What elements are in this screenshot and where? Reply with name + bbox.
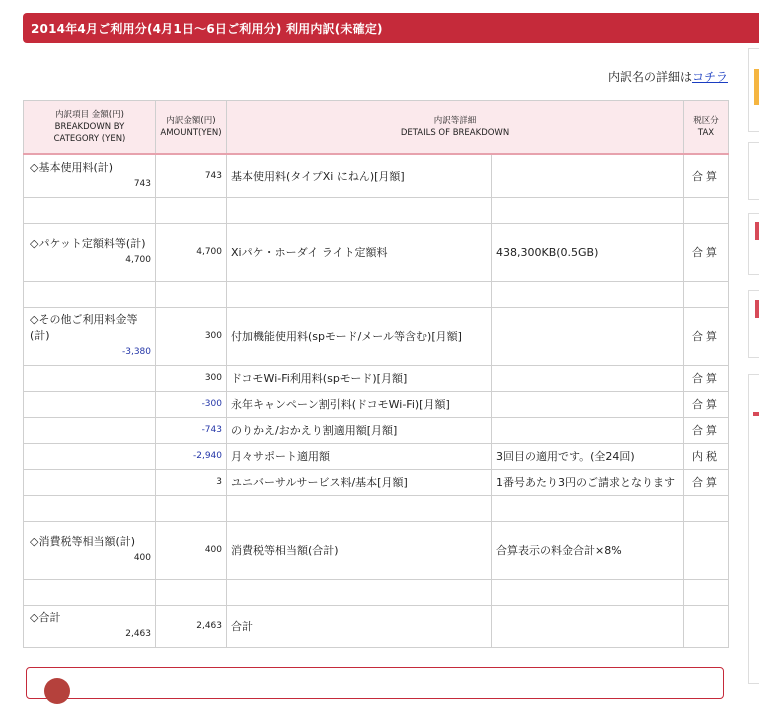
detail2-cell xyxy=(492,391,684,417)
amount-cell: -2,940 xyxy=(156,443,227,469)
table-row xyxy=(24,154,729,197)
amount-cell: 2,463 xyxy=(156,605,227,647)
detail-cell: ドコモWi-Fi利用料(spモード)[月額] xyxy=(227,365,492,391)
detail-cell: Xiパケ・ホーダイ ライト定額料 xyxy=(227,223,492,281)
detail-link-prefix: 内訳名の詳細は xyxy=(607,70,692,84)
tax-cell: 内税 xyxy=(684,443,729,469)
category-cell: ◇合計 2,463 xyxy=(24,605,156,647)
tax-cell xyxy=(684,521,729,579)
table-row xyxy=(24,307,729,365)
table-row xyxy=(24,605,729,647)
tax-cell: 合算 xyxy=(684,391,729,417)
table-row xyxy=(24,417,729,443)
amount-cell: -743 xyxy=(156,417,227,443)
table-row xyxy=(24,391,729,417)
tax-cell: 合算 xyxy=(684,365,729,391)
amount-cell: 3 xyxy=(156,469,227,495)
amount-cell: 300 xyxy=(156,365,227,391)
detail-link-row xyxy=(560,68,728,85)
detail-cell: 基本使用料(タイプXi にねん)[月額] xyxy=(227,154,492,197)
tax-cell: 合算 xyxy=(684,223,729,281)
breakdown-table xyxy=(23,100,729,648)
spacer-row xyxy=(24,281,729,307)
table-row xyxy=(24,443,729,469)
category-cell: ◇パケット定額料等(計) 4,700 xyxy=(24,223,156,281)
side-widget-4[interactable] xyxy=(748,374,759,684)
amount-cell: 400 xyxy=(156,521,227,579)
side-widget-top[interactable] xyxy=(748,48,759,132)
side-widget-3-accent xyxy=(755,300,759,318)
detail-cell: 消費税等相当額(合計) xyxy=(227,521,492,579)
amount-cell: -300 xyxy=(156,391,227,417)
detail2-cell xyxy=(492,365,684,391)
detail2-cell: 3回目の適用です。(全24回) xyxy=(492,443,684,469)
bottom-panel xyxy=(26,667,724,699)
section-title: 2014年4月ご利用分(4月1日〜6日ご利用分) 利用内訳(未確定) xyxy=(31,22,383,36)
detail2-cell xyxy=(492,307,684,365)
detail2-cell: 1番号あたり3円のご請求となります xyxy=(492,469,684,495)
category-cell: ◇その他ご利用料金等(計) -3,380 xyxy=(24,307,156,365)
detail2-cell: 438,300KB(0.5GB) xyxy=(492,223,684,281)
detail-cell: のりかえ/おかえり割適用額[月額] xyxy=(227,417,492,443)
detail-link[interactable]: コチラ xyxy=(691,70,728,84)
category-cell: ◇消費税等相当額(計) 400 xyxy=(24,521,156,579)
detail-cell: 月々サポート適用額 xyxy=(227,443,492,469)
tax-cell: 合算 xyxy=(684,417,729,443)
amount-cell: 743 xyxy=(156,154,227,197)
detail-cell: 永年キャンペーン割引料(ドコモWi-Fi)[月額] xyxy=(227,391,492,417)
side-widget-2-accent xyxy=(755,222,759,240)
table-row xyxy=(24,521,729,579)
table-row xyxy=(24,469,729,495)
section-header xyxy=(23,13,759,43)
spacer-row xyxy=(24,495,729,521)
tax-cell: 合算 xyxy=(684,307,729,365)
category-cell: ◇基本使用料(計) 743 xyxy=(24,154,156,197)
table-row xyxy=(24,223,729,281)
amount-cell: 4,700 xyxy=(156,223,227,281)
tax-cell xyxy=(684,605,729,647)
detail2-cell xyxy=(492,417,684,443)
column-header-details: 内訳等詳細 DETAILS OF BREAKDOWN xyxy=(227,101,684,155)
amount-cell: 300 xyxy=(156,307,227,365)
detail2-cell xyxy=(492,605,684,647)
detail-cell: 合計 xyxy=(227,605,492,647)
side-widget-1[interactable] xyxy=(748,142,759,200)
table-row xyxy=(24,365,729,391)
column-header-tax: 税区分 TAX xyxy=(684,101,729,155)
detail-cell: ユニバーサルサービス料/基本[月額] xyxy=(227,469,492,495)
spacer-row xyxy=(24,197,729,223)
detail-cell: 付加機能使用料(spモード/メール等含む)[月額] xyxy=(227,307,492,365)
tax-cell: 合算 xyxy=(684,154,729,197)
table-header-row xyxy=(24,101,729,155)
side-widget-4-accent xyxy=(753,412,759,416)
detail2-cell: 合算表示の料金合計×8% xyxy=(492,521,684,579)
spacer-row xyxy=(24,579,729,605)
column-header-category: 内訳項目 金額(円) BREAKDOWN BY CATEGORY (YEN) xyxy=(24,101,156,155)
column-header-amount: 内訳金額(円) AMOUNT(YEN) xyxy=(156,101,227,155)
tax-cell: 合算 xyxy=(684,469,729,495)
detail2-cell xyxy=(492,154,684,197)
